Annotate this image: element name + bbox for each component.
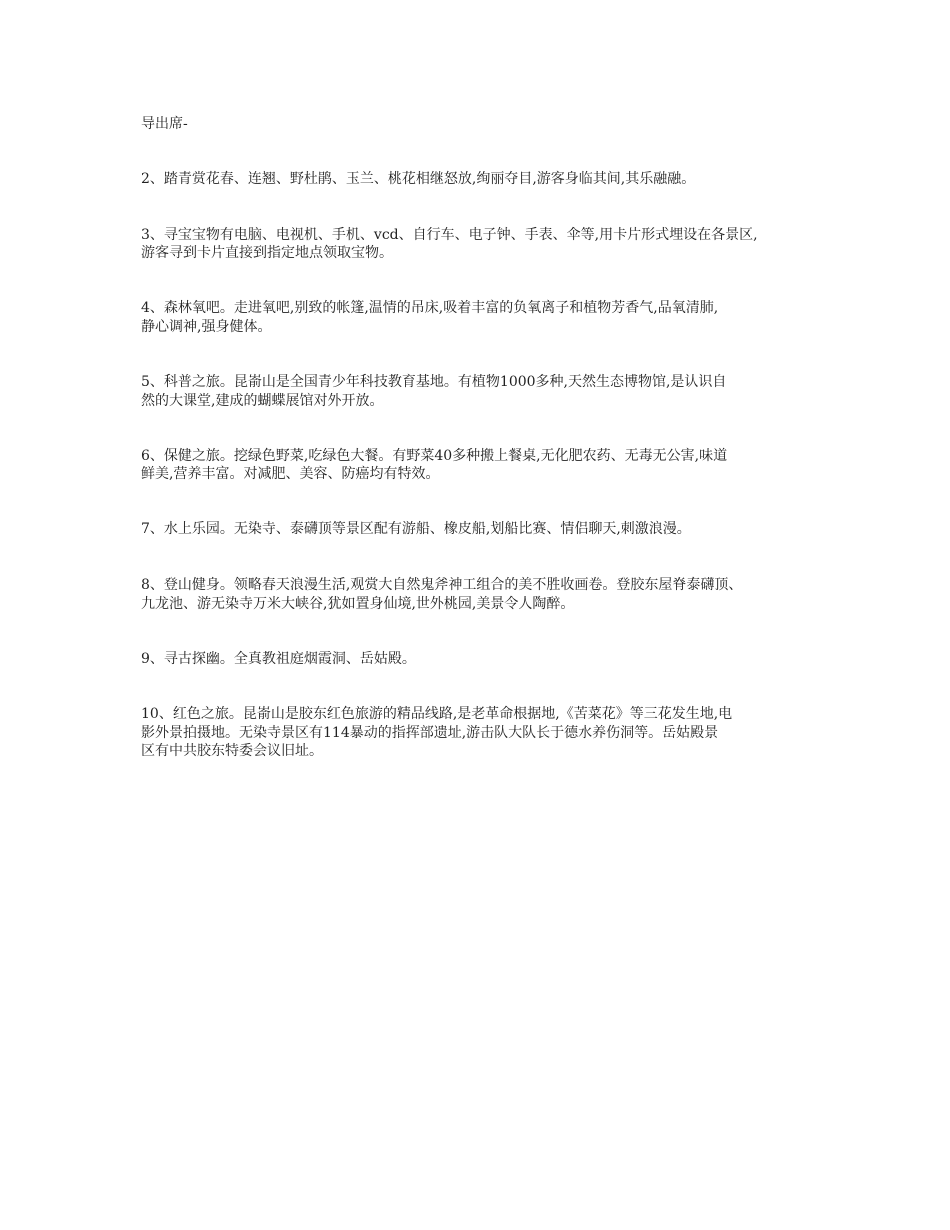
paragraph-line: 5、科普之旅。昆嵛山是全国青少年科技教育基地。有植物1000多种,天然生态博物馆,是认识自: [141, 374, 727, 390]
document-heading: 导出席-: [141, 116, 188, 132]
paragraph-line: 区有中共胶东特委会议旧址。: [141, 743, 323, 759]
paragraph-line: 3、寻宝宝物有电脑、电视机、手机、vcd、自行车、电子钟、手表、伞等,用卡片形式埋设在各景区,: [141, 227, 758, 243]
paragraph-line: 静心调神,强身健体。: [141, 319, 272, 335]
paragraph-line: 8、登山健身。领略春天浪漫生活,观赏大自然鬼斧神工组合的美不胜收画卷。登胶东屋脊泰礴顶、: [141, 577, 743, 593]
paragraph-line: 影外景拍摄地。无染寺景区有114暴动的指挥部遗址,游击队大队长于德水养伤洞等。岳姑殿景: [141, 725, 719, 741]
paragraph-line: 4、森林氧吧。走进氧吧,别致的帐篷,温情的吊床,吸着丰富的负氧离子和植物芳香气,品氧清肺,: [141, 300, 719, 316]
paragraph-line: 2、踏青赏花春、连翘、野杜鹃、玉兰、桃花相继怒放,绚丽夺目,游客身临其间,其乐融融。: [141, 171, 696, 187]
paragraph-line: 7、水上乐园。无染寺、泰礴顶等景区配有游船、橡皮船,划船比赛、情侣聊天,刺激浪漫。: [141, 521, 691, 537]
paragraph-line: 九龙池、游无染寺万米大峡谷,犹如置身仙境,世外桃园,美景令人陶醉。: [141, 596, 575, 612]
paragraph-line: 游客寻到卡片直接到指定地点领取宝物。: [141, 245, 393, 261]
paragraph-line: 9、寻古探幽。全真教祖庭烟霞洞、岳姑殿。: [141, 651, 416, 667]
paragraph-line: 10、红色之旅。昆嵛山是胶东红色旅游的精品线路,是老革命根据地,《苦菜花》等三花发生地,电: [141, 706, 733, 722]
paragraph-line: 然的大课堂,建成的蝴蝶展馆对外开放。: [141, 393, 384, 409]
paragraph-line: 6、保健之旅。挖绿色野菜,吃绿色大餐。有野菜40多种搬上餐桌,无化肥农药、无毒无公害,味道: [141, 448, 728, 464]
paragraph-line: 鲜美,营养丰富。对减肥、美容、防癌均有特效。: [141, 466, 440, 482]
